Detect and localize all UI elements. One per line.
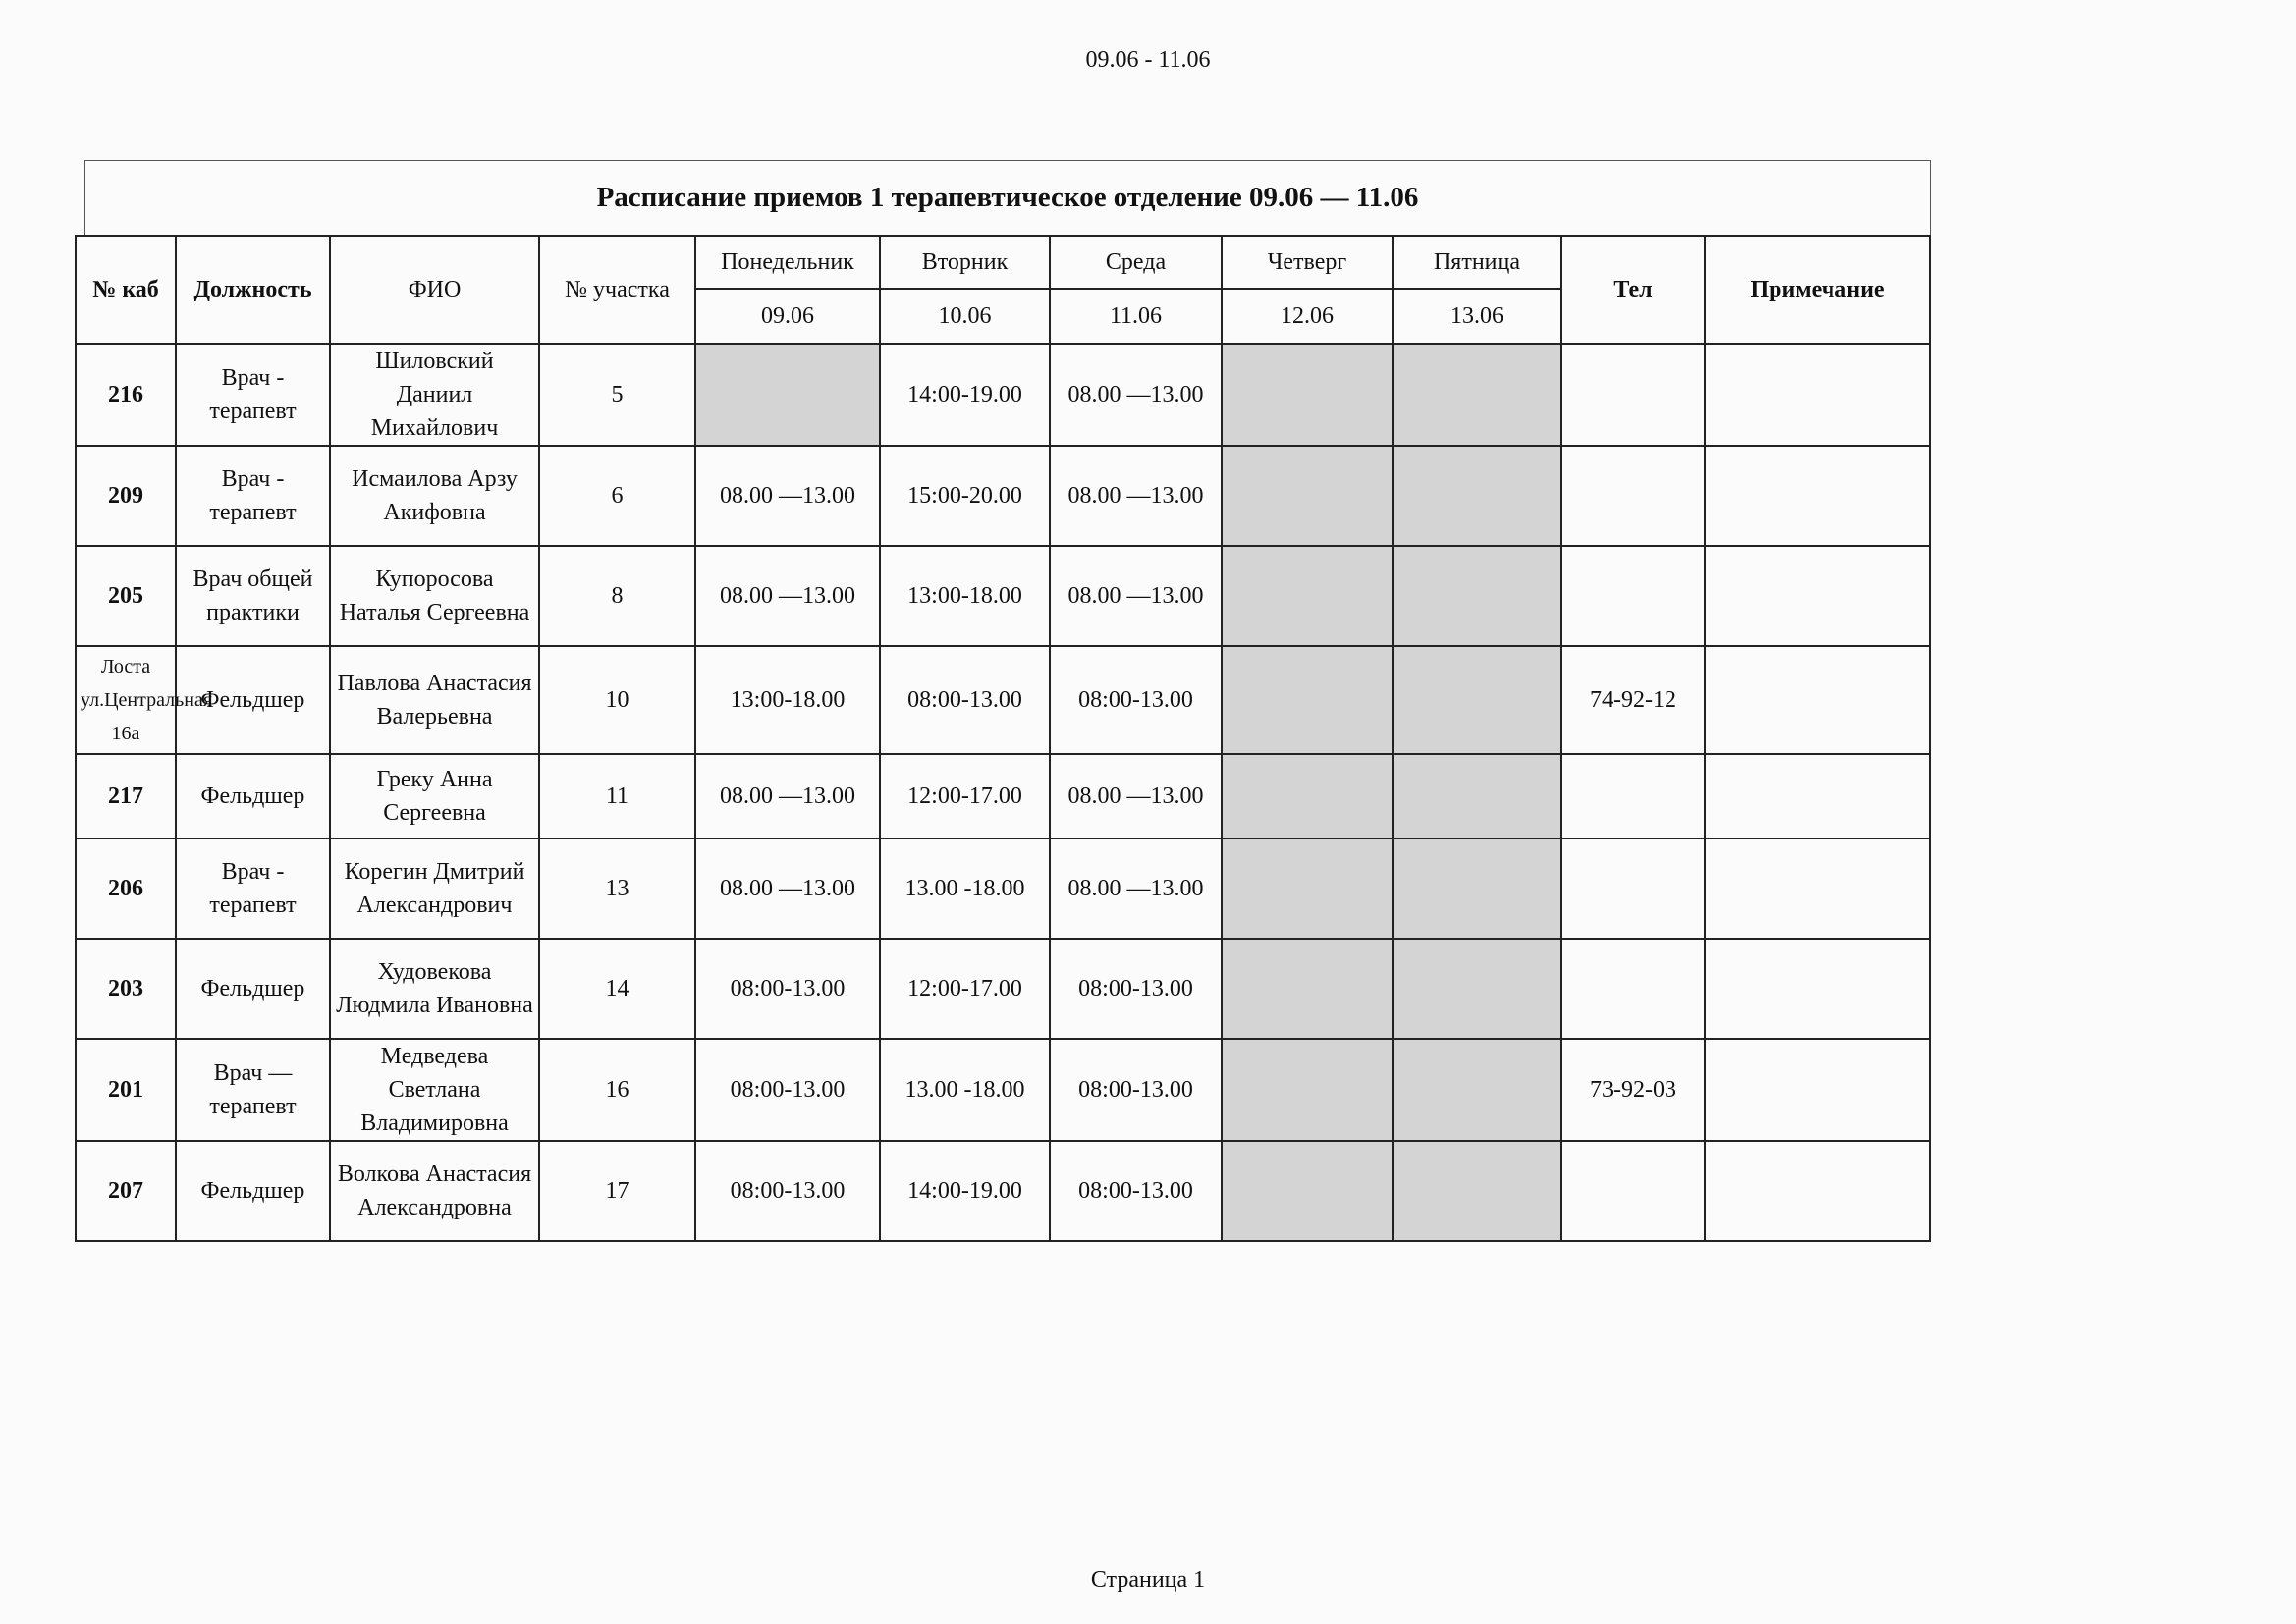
hours-tue: 12:00-17.00: [880, 939, 1050, 1039]
position: Врач - терапевт: [176, 839, 330, 939]
table-row: [76, 754, 1930, 839]
col-header-fio: ФИО: [330, 236, 539, 344]
hours-thu: [1222, 646, 1393, 754]
position: Врач общей практики: [176, 546, 330, 646]
table-row: [76, 939, 1930, 1039]
cab-number: 216: [76, 344, 176, 446]
hours-thu: [1222, 1141, 1393, 1241]
table-row: [76, 344, 1930, 446]
position: Фельдшер: [176, 1141, 330, 1241]
doctor-name: Шиловский Даниил Михайлович: [330, 344, 539, 446]
hours-thu: [1222, 344, 1393, 446]
note: [1705, 939, 1930, 1039]
phone: [1561, 1141, 1705, 1241]
doctor-name: Купоросова Наталья Сергеевна: [330, 546, 539, 646]
phone: [1561, 344, 1705, 446]
doctor-name: Медведева Светлана Владимировна: [330, 1039, 539, 1141]
hours-fri: [1393, 1039, 1561, 1141]
table-row: [76, 446, 1930, 546]
hours-fri: [1393, 1141, 1561, 1241]
position: Врач — терапевт: [176, 1039, 330, 1141]
doctor-name: Волкова Анастасия Александровна: [330, 1141, 539, 1241]
hours-tue: 14:00-19.00: [880, 344, 1050, 446]
district: 16: [539, 1039, 695, 1141]
hours-wed: 08:00-13.00: [1050, 939, 1222, 1039]
hours-tue: 13.00 -18.00: [880, 1039, 1050, 1141]
doctor-name: Корегин Дмитрий Александрович: [330, 839, 539, 939]
position: Врач - терапевт: [176, 446, 330, 546]
note: [1705, 1039, 1930, 1141]
col-header-position: Должность: [176, 236, 330, 344]
note: [1705, 1141, 1930, 1241]
table-row: [76, 646, 1930, 754]
col-header-day-wed: Среда: [1050, 236, 1222, 289]
position: Врач - терапевт: [176, 344, 330, 446]
phone: [1561, 839, 1705, 939]
hours-fri: [1393, 939, 1561, 1039]
phone: [1561, 754, 1705, 839]
col-header-district: № участка: [539, 236, 695, 344]
hours-thu: [1222, 754, 1393, 839]
hours-tue: 13:00-18.00: [880, 546, 1050, 646]
note: [1705, 839, 1930, 939]
table-row: [76, 1039, 1930, 1141]
page-date-range: 09.06 - 11.06: [1085, 47, 1211, 73]
district: 14: [539, 939, 695, 1039]
cab-number: 209: [76, 446, 176, 546]
col-header-phone: Тел: [1561, 236, 1705, 344]
note: [1705, 446, 1930, 546]
cab-number: 206: [76, 839, 176, 939]
cab-number: 207: [76, 1141, 176, 1241]
cab-number: 203: [76, 939, 176, 1039]
note: [1705, 754, 1930, 839]
district: 13: [539, 839, 695, 939]
hours-wed: 08.00 —13.00: [1050, 446, 1222, 546]
hours-mon: 08:00-13.00: [695, 1039, 880, 1141]
doctor-name: Исмаилова Арзу Акифовна: [330, 446, 539, 546]
cab-location: Лоста ул.Центральная 16а: [76, 646, 176, 754]
hours-fri: [1393, 344, 1561, 446]
hours-wed: 08.00 —13.00: [1050, 546, 1222, 646]
hours-tue: 13.00 -18.00: [880, 839, 1050, 939]
hours-fri: [1393, 546, 1561, 646]
hours-fri: [1393, 754, 1561, 839]
hours-wed: 08.00 —13.00: [1050, 839, 1222, 939]
hours-fri: [1393, 646, 1561, 754]
hours-mon: 08:00-13.00: [695, 1141, 880, 1241]
district: 17: [539, 1141, 695, 1241]
hours-mon: [695, 344, 880, 446]
hours-wed: 08:00-13.00: [1050, 1141, 1222, 1241]
phone: [1561, 546, 1705, 646]
position: Фельдшер: [176, 646, 330, 754]
cab-number: 217: [76, 754, 176, 839]
hours-wed: 08:00-13.00: [1050, 1039, 1222, 1141]
note: [1705, 546, 1930, 646]
col-header-day-thu: Четверг: [1222, 236, 1393, 289]
doctor-name: Худовекова Людмила Ивановна: [330, 939, 539, 1039]
district: 6: [539, 446, 695, 546]
col-header-date-fri: 13.06: [1393, 289, 1561, 344]
hours-wed: 08.00 —13.00: [1050, 344, 1222, 446]
hours-thu: [1222, 1039, 1393, 1141]
col-header-day-fri: Пятница: [1393, 236, 1561, 289]
col-header-day-tue: Вторник: [880, 236, 1050, 289]
schedule-table: [75, 235, 1931, 1242]
hours-fri: [1393, 446, 1561, 546]
hours-wed: 08.00 —13.00: [1050, 754, 1222, 839]
hours-thu: [1222, 446, 1393, 546]
hours-fri: [1393, 839, 1561, 939]
district: 10: [539, 646, 695, 754]
district: 5: [539, 344, 695, 446]
hours-mon: 08.00 —13.00: [695, 546, 880, 646]
hours-mon: 08:00-13.00: [695, 939, 880, 1039]
phone: 74-92-12: [1561, 646, 1705, 754]
hours-thu: [1222, 939, 1393, 1039]
schedule-title: Расписание приемов 1 терапевтическое отделение 09.06 — 11.06: [84, 160, 1931, 235]
col-header-date-mon: 09.06: [695, 289, 880, 344]
doctor-name: Греку Анна Сергеевна: [330, 754, 539, 839]
table-row: [76, 1141, 1930, 1241]
col-header-date-wed: 11.06: [1050, 289, 1222, 344]
note: [1705, 344, 1930, 446]
hours-mon: 08.00 —13.00: [695, 446, 880, 546]
phone: [1561, 939, 1705, 1039]
page-number: Страница 1: [1090, 1567, 1206, 1593]
doctor-name: Павлова Анастасия Валерьевна: [330, 646, 539, 754]
position: Фельдшер: [176, 939, 330, 1039]
hours-mon: 08.00 —13.00: [695, 839, 880, 939]
col-header-day-mon: Понедельник: [695, 236, 880, 289]
cab-number: 205: [76, 546, 176, 646]
phone: [1561, 446, 1705, 546]
col-header-cab: № каб: [76, 236, 176, 344]
hours-tue: 08:00-13.00: [880, 646, 1050, 754]
district: 8: [539, 546, 695, 646]
hours-wed: 08:00-13.00: [1050, 646, 1222, 754]
cab-number: 201: [76, 1039, 176, 1141]
hours-mon: 13:00-18.00: [695, 646, 880, 754]
col-header-date-tue: 10.06: [880, 289, 1050, 344]
col-header-date-thu: 12.06: [1222, 289, 1393, 344]
note: [1705, 646, 1930, 754]
header-row-days: [76, 236, 1930, 289]
table-row: [76, 546, 1930, 646]
hours-mon: 08.00 —13.00: [695, 754, 880, 839]
phone: 73-92-03: [1561, 1039, 1705, 1141]
district: 11: [539, 754, 695, 839]
hours-thu: [1222, 839, 1393, 939]
position: Фельдшер: [176, 754, 330, 839]
hours-tue: 15:00-20.00: [880, 446, 1050, 546]
hours-tue: 14:00-19.00: [880, 1141, 1050, 1241]
hours-thu: [1222, 546, 1393, 646]
hours-tue: 12:00-17.00: [880, 754, 1050, 839]
table-row: [76, 839, 1930, 939]
col-header-note: Примечание: [1705, 236, 1930, 344]
